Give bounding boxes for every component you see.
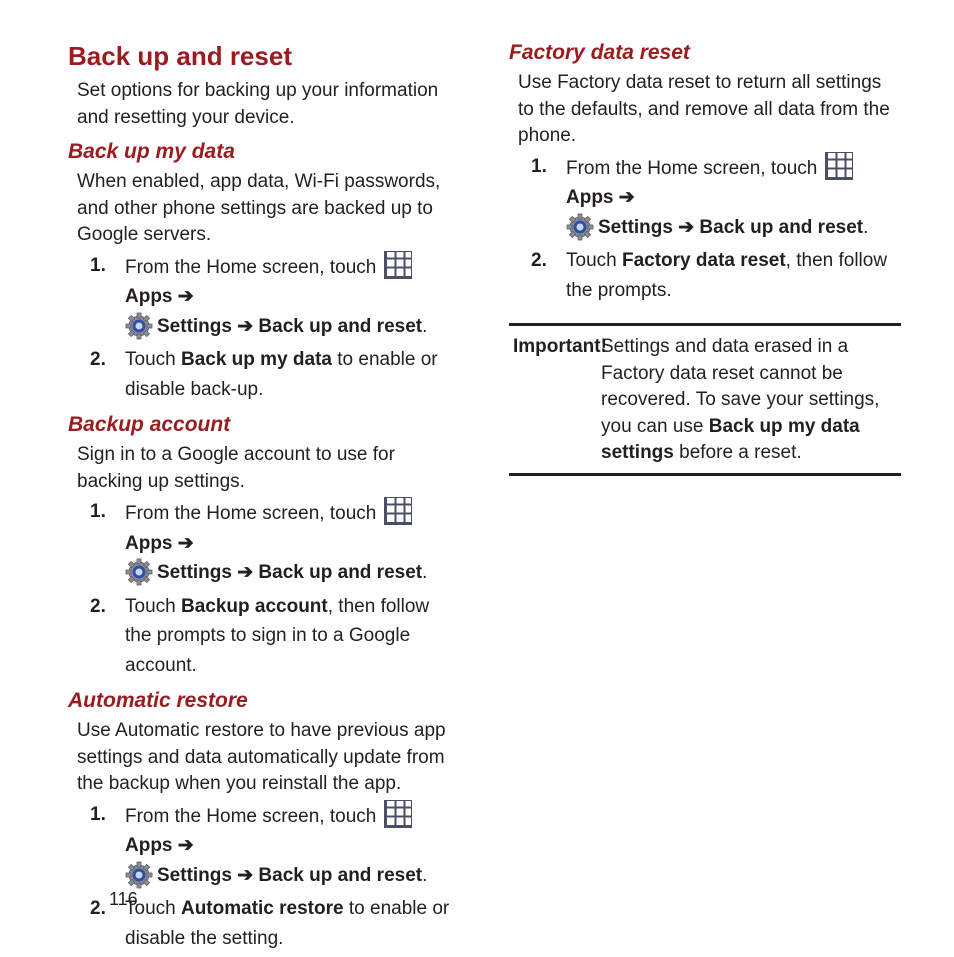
step-item: 1. From the Home screen, touch Apps ➔ Settings ➔ Back up and reset.: [90, 497, 460, 588]
step-number: 1.: [531, 155, 547, 177]
heading-factory-data-reset: Factory data reset: [509, 41, 690, 64]
step-number: 2.: [90, 349, 106, 370]
step-item: 1. From the Home screen, touch Apps ➔ Settings ➔ Back up and reset.: [90, 800, 460, 891]
step-number: 1.: [90, 803, 106, 825]
heading-automatic-restore: Automatic restore: [68, 689, 248, 712]
page-title: Back up and reset: [68, 41, 292, 71]
right-column: [509, 40, 901, 476]
step-number: 1.: [90, 501, 106, 522]
heading-back-up-my-data: Back up my data: [68, 140, 235, 163]
left-column: [68, 40, 460, 957]
important-note: [509, 323, 901, 476]
page-number: 116: [109, 889, 138, 909]
steps-list: [68, 800, 460, 954]
settings-gear-icon: [125, 312, 153, 340]
intro-text: Set options for backing up your information and resetting your device.: [77, 80, 439, 128]
step-number: 2.: [90, 898, 106, 919]
section-body: When enabled, app data, Wi-Fi passwords, and other phone settings are backed up to Google servers.: [77, 171, 441, 245]
apps-grid-icon: [825, 152, 853, 180]
settings-gear-icon: [566, 213, 594, 241]
apps-grid-icon: [384, 497, 412, 525]
step-item: 2. Touch Backup account, then follow the prompts to sign in to a Google account.: [90, 592, 460, 681]
step-item: 2. Touch Factory data reset, then follow the prompts.: [531, 246, 901, 305]
section-body: Use Factory data reset to return all settings to the defaults, and remove all data from the phone.: [518, 72, 890, 146]
step-item: 2. Touch Back up my data to enable or disable back-up.: [90, 345, 460, 404]
step-number: 2.: [531, 250, 547, 271]
important-text: Settings and data erased in a Factory data reset cannot be recovered. To save your settings, you can use Back up my data settings before a reset.: [601, 336, 880, 463]
apps-grid-icon: [384, 800, 412, 828]
step-item: 1. From the Home screen, touch Apps ➔ Settings ➔ Back up and reset.: [90, 251, 460, 342]
important-label: Important!: [513, 336, 607, 357]
step-number: 2.: [90, 595, 106, 617]
section-body: Use Automatic restore to have previous app settings and data automatically update from the backup when you reinstall the app.: [77, 720, 446, 794]
section-body: Sign in to a Google account to use for backing up settings.: [77, 444, 395, 492]
steps-list: [509, 152, 901, 306]
step-item: 1. From the Home screen, touch Apps ➔ Settings ➔ Back up and reset.: [531, 152, 901, 243]
steps-list: [68, 251, 460, 405]
apps-grid-icon: [384, 251, 412, 279]
heading-backup-account: Backup account: [68, 413, 231, 436]
step-item: 2. Touch Automatic restore to enable or disable the setting.: [90, 894, 460, 953]
step-number: 1.: [90, 254, 106, 276]
settings-gear-icon: [125, 558, 153, 586]
steps-list: [68, 497, 460, 680]
settings-gear-icon: [125, 861, 153, 889]
